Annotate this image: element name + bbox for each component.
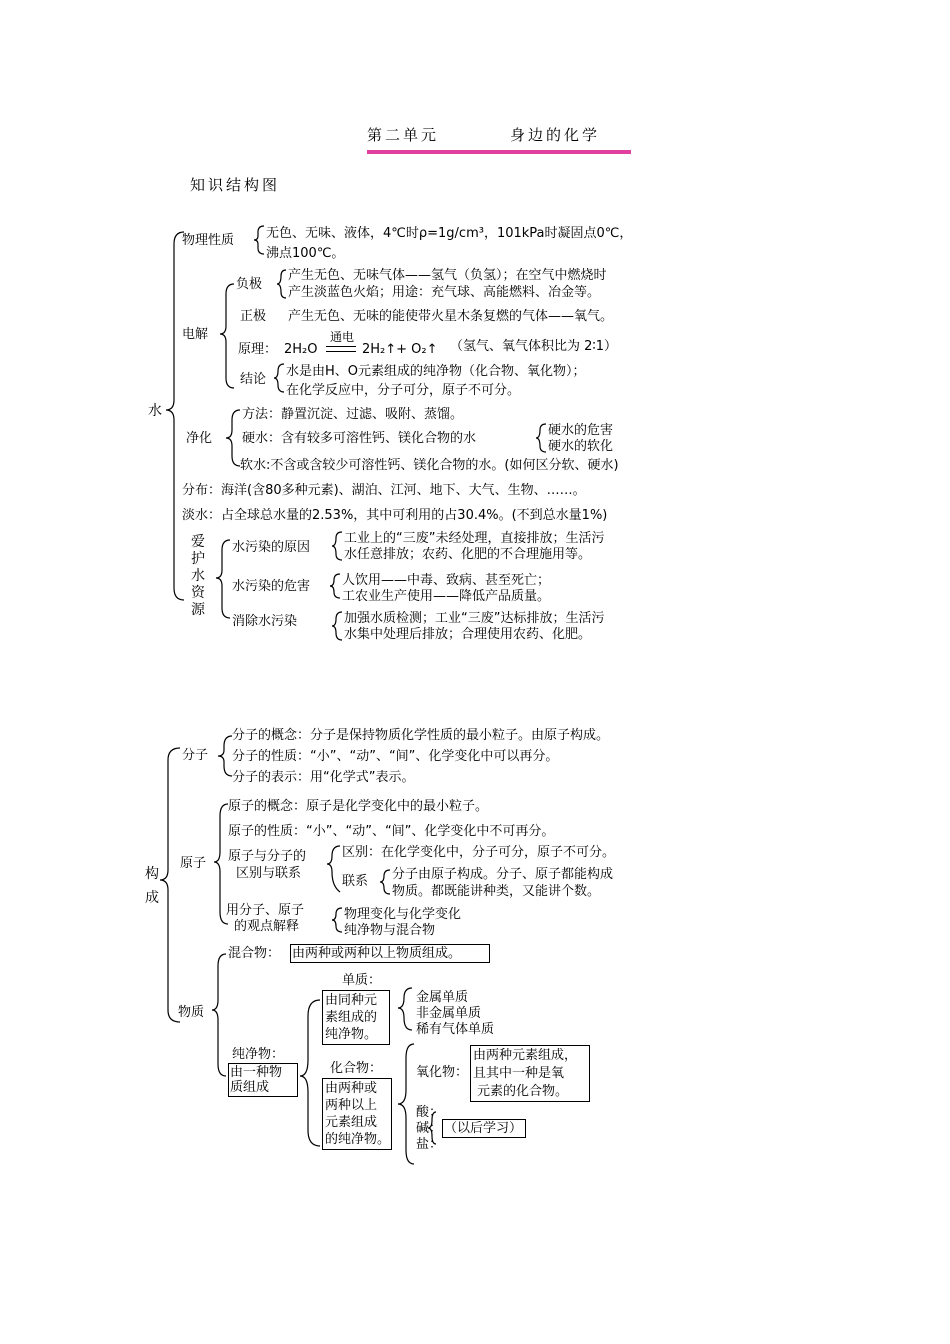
element-type-metal: 金属单质 [416,990,469,1005]
atom-difference: 区别：在化学变化中，分子可分，原子不可分。 [342,845,616,860]
mixture-label: 混合物： [228,946,281,961]
pure-definition-box [228,1063,298,1097]
composition-root: 构成 [145,866,159,906]
compound-definition-3: 元素组成 [325,1115,378,1130]
oxide-label: 氧化物： [416,1065,469,1080]
pollution-cause-label: 水污染的原因 [232,540,311,555]
molecule-concept: 分子的概念：分子是保持物质化学性质的最小粒子。由原子构成。 [232,728,610,743]
conclusion-line-1: 水是由H、O元素组成的纯净物（化合物、氧化物）； [286,364,586,379]
explain-line-2: 的观点解释 [234,919,300,934]
equation-note: （氢气、氧气体积比为 2∶1） [450,339,618,354]
physical-line-2: 沸点100℃。 [266,246,345,261]
relation-line-1: 原子与分子的 [228,849,307,864]
pollution-cause-1: 工业上的“三废”未经处理，直接排放；生活污 [344,531,605,546]
element-label: 单质： [342,973,382,988]
pollution-remove-label: 消除水污染 [232,614,298,629]
mixture-definition-box [290,944,490,963]
pollution-harm-label: 水污染的危害 [232,579,311,594]
pollution-harm-2: 工农业生产使用——降低产品质量。 [342,589,551,604]
element-definition-1: 由同种元 [325,993,378,1008]
element-definition-box [322,990,390,1045]
molecule-property: 分子的性质：“小”、“动”、“间”、化学变化中可以再分。 [232,749,559,764]
hard-water-harm: 硬水的危害 [548,423,614,438]
compound-label: 化合物： [330,1061,383,1076]
atom-link-2: 物质。都既能讲种类，又能讲个数。 [392,884,601,899]
later-study: （以后学习） [444,1121,523,1136]
molecule-label: 分子 [182,748,209,763]
negative-label: 负极 [236,277,263,292]
soft-water: 软水:不含或含较少可溶性钙、镁化合物的水。(如何区分软、硬水) [240,458,619,473]
physical-line-1: 无色、无味、液体，4℃时ρ=1g/cm³，101kPa时凝固点0℃， [266,226,633,241]
hard-water: 硬水：含有较多可溶性钙、镁化合物的水 [242,431,477,446]
equation-right: 2H₂↑+ O₂↑ [362,342,438,357]
pure-definition-1: 由一种物 [230,1065,283,1080]
hard-water-soften: 硬水的软化 [548,439,614,454]
pollution-remove-1: 加强水质检测；工业“三废”达标排放；生活污 [344,611,605,626]
oxide-definition-1: 由两种元素组成， [473,1048,578,1063]
atom-link-label: 联系 [342,874,369,889]
positive-label: 正极 [240,309,267,324]
element-definition-3: 纯净物。 [325,1027,378,1042]
pollution-harm-1: 人饮用——中毒、致病、甚至死亡； [342,573,551,588]
element-type-nonmetal: 非金属单质 [416,1006,482,1021]
oxide-definition-3: 元素的化合物。 [477,1084,569,1099]
purify-method: 方法：静置沉淀、过滤、吸附、蒸馏。 [242,407,464,422]
fresh-water: 淡水：占全球总水量的2.53%，其中可利用的占30.4%。(不到总水量1%) [182,508,608,523]
equation-condition: 通电 [330,330,355,344]
base-label: 碱： [416,1121,443,1136]
atom-property: 原子的性质：“小”、“动”、“间”、化学变化中不可再分。 [228,824,555,839]
pollution-cause-2: 水任意排放；农药、化肥的不合理施用等。 [344,547,592,562]
compound-definition-2: 两种以上 [325,1098,378,1113]
oxide-definition-2: 且其中一种是氧 [473,1066,565,1081]
pure-label: 纯净物： [232,1047,285,1062]
unit-subject: 身边的化学 [510,126,601,144]
atom-concept: 原子的概念：原子是化学变化中的最小粒子。 [228,799,489,814]
atom-link-1: 分子由原子构成。分子、原子都能构成 [392,867,614,882]
equation-equals [326,346,356,352]
positive-text: 产生无色、无味的能使带火星木条复燃的气体——氧气。 [288,309,614,324]
oxide-definition-box [470,1045,590,1102]
electrolysis-label: 电解 [182,327,209,342]
molecule-notation: 分子的表示：用“化学式”表示。 [232,770,415,785]
negative-line-1: 产生无色、无味气体——氢气（负氢）；在空气中燃烧时 [288,268,607,283]
element-definition-2: 素组成的 [325,1010,378,1025]
explain-b: 纯净物与混合物 [344,923,436,938]
conclusion-line-2: 在化学反应中，分子可分，原子不可分。 [286,383,521,398]
explain-a: 物理变化与化学变化 [344,907,462,922]
compound-definition-4: 的纯净物。 [325,1132,391,1147]
matter-label: 物质 [178,1005,205,1020]
purify-label: 净化 [186,431,213,446]
atom-label: 原子 [180,856,207,871]
pure-definition-2: 质组成 [230,1080,270,1095]
relation-line-2: 区别与联系 [236,866,302,881]
principle-label: 原理： [238,342,278,357]
later-study-box [442,1119,526,1138]
water-distribution: 分布：海洋(含80多种元素)、湖泊、江河、地下、大气、生物、……。 [182,483,586,498]
salt-label: 盐： [416,1137,443,1152]
protect-label: 爱护水资源 [191,534,205,618]
acid-label: 酸： [416,1105,443,1120]
explain-line-1: 用分子、原子 [226,903,305,918]
unit-title: 第二单元 [367,126,440,144]
physical-label: 物理性质 [182,233,235,248]
mixture-definition: 由两种或两种以上物质组成。 [292,946,462,961]
element-type-noble-gas: 稀有气体单质 [416,1022,495,1037]
section-subtitle: 知识结构图 [190,176,281,194]
conclusion-label: 结论 [240,372,267,387]
pollution-remove-2: 水集中处理后排放；合理使用农药、化肥。 [344,627,592,642]
water-root: 水 [148,403,162,419]
negative-line-2: 产生淡蓝色火焰；用途：充气球、高能燃料、冶金等。 [288,285,601,300]
compound-definition-box [322,1078,392,1150]
compound-definition-1: 由两种或 [325,1081,378,1096]
equation-left: 2H₂O [284,342,318,357]
